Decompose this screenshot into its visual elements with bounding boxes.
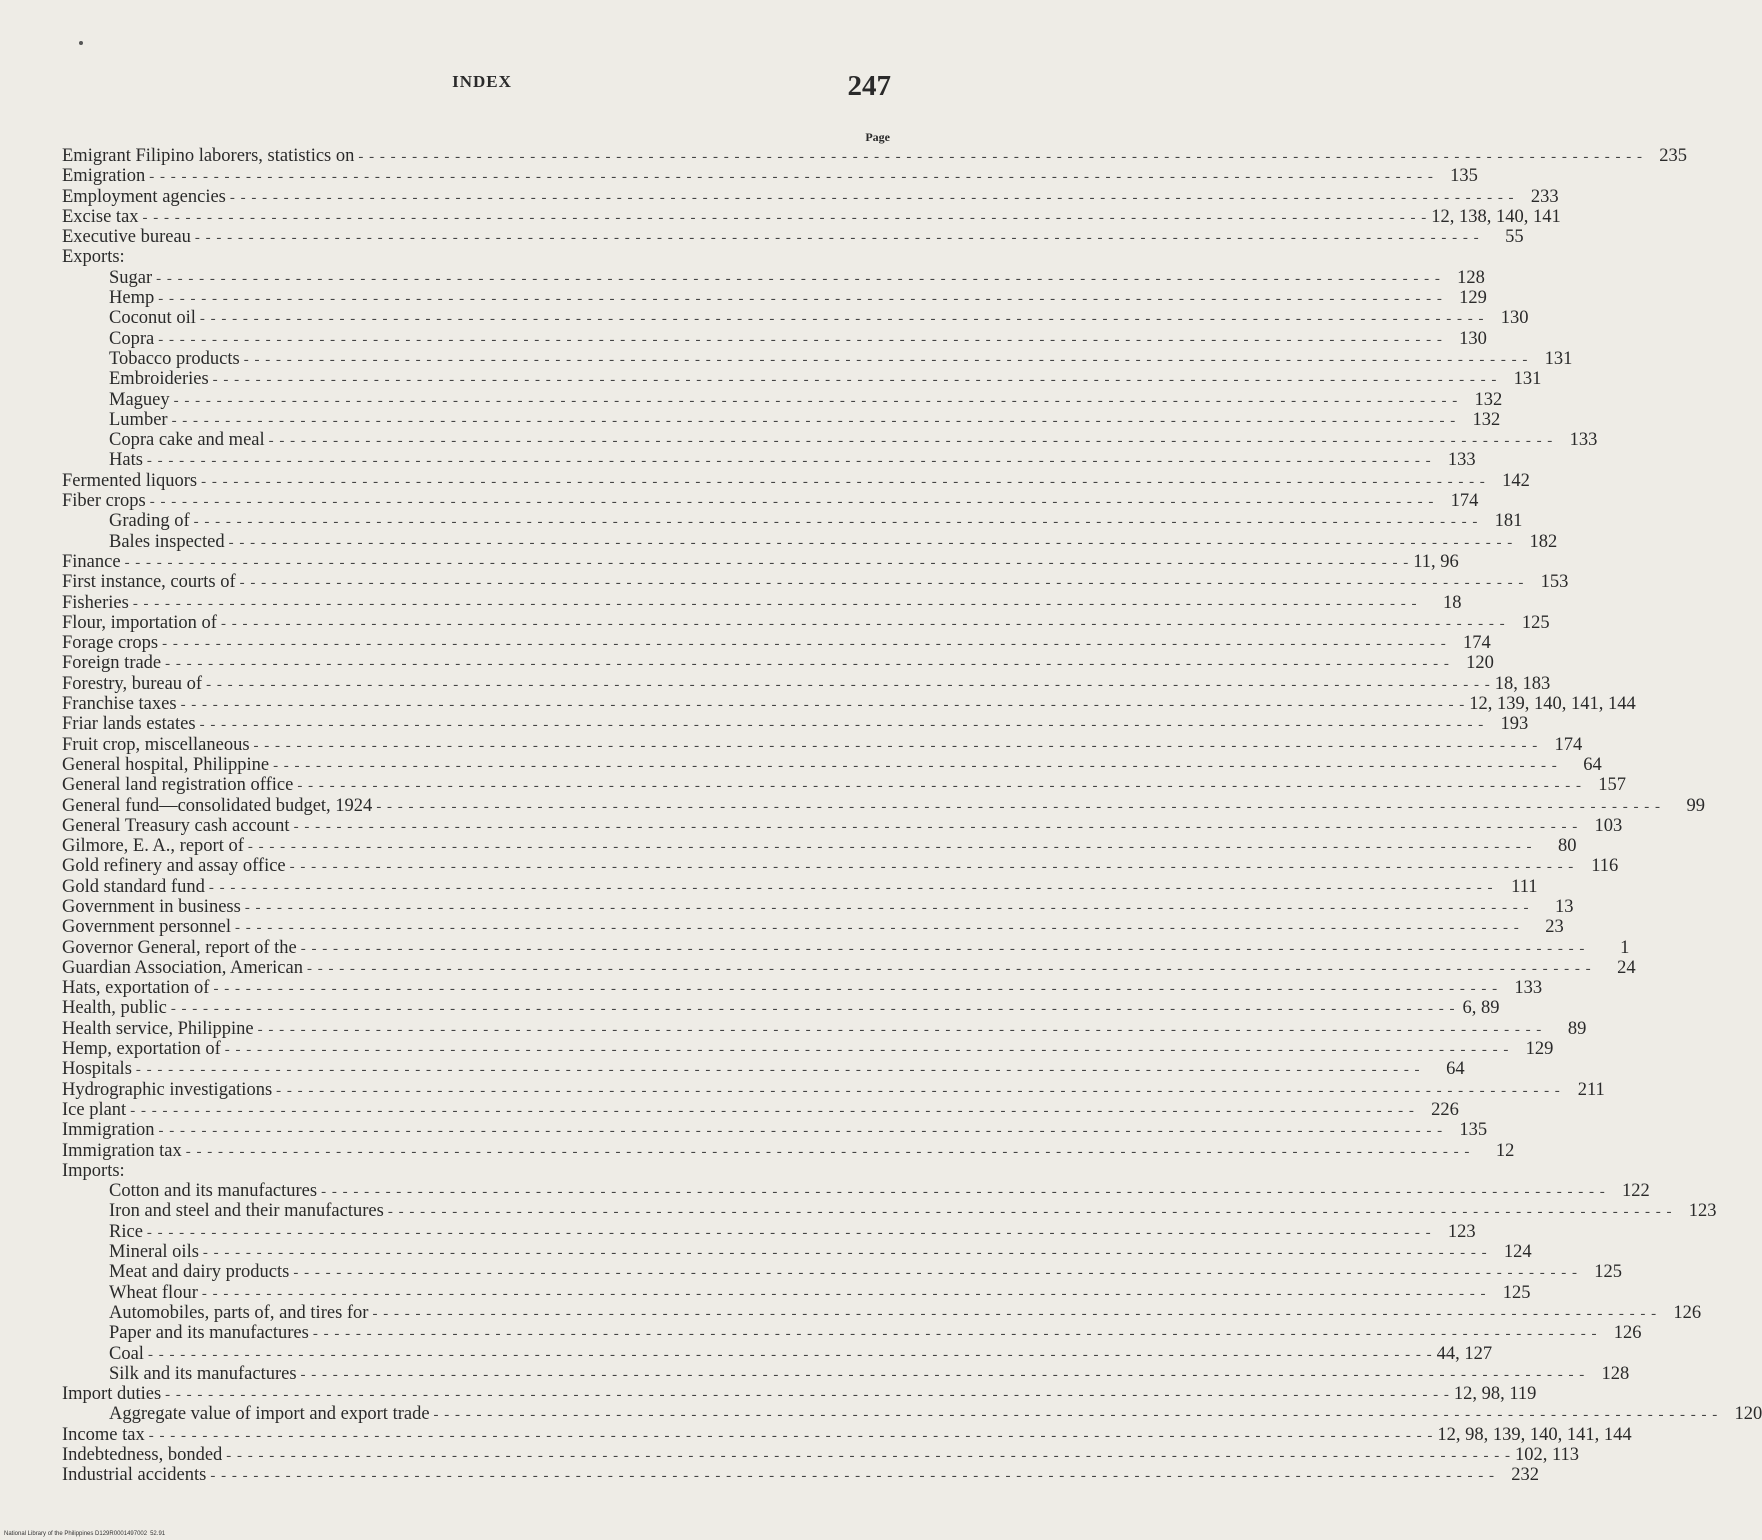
index-pages: 157 — [1598, 775, 1626, 796]
index-entry — [62, 1262, 1622, 1283]
index-pages: 174 — [1450, 491, 1479, 512]
index-pages: 99 — [1686, 795, 1705, 816]
index-term: Coal — [109, 1343, 144, 1364]
dot-leader: - - - - - - - - - - - - - - - - - - - - - - - - - - - - - - - - - - - - - - - - - - - - - - - - - - - - - - - - - - - - - - - - - - - - - - - - - - - - - - - - - - - - - - - - - - - - - - - - - - - - - - - - - - - - - - - - - - - - - - - - — [433, 1407, 1719, 1424]
dot-leader: - - - - - - - - - - - - - - - - - - - - - - - - - - - - - - - - - - - - - - - - - - - - - - - - - - - - - - - - - - - - - - - - - - - - - - - - - - - - - - - - - - - - - - - - - - - - - - - - - - - - - - - - - - - - - - - - - - - - - - - - — [149, 169, 1434, 186]
index-entry — [62, 1424, 1632, 1445]
dot-leader: - - - - - - - - - - - - - - - - - - - - - - - - - - - - - - - - - - - - - - - - - - - - - - - - - - - - - - - - - - - - - - - - - - - - - - - - - - - - - - - - - - - - - - - - - - - - - - - - - - - - - - - - - - - - - - - - - - - - - - - - — [208, 879, 1494, 896]
index-term: Rice — [109, 1221, 143, 1242]
index-pages: 12 — [1495, 1140, 1515, 1161]
dot-leader: - - - - - - - - - - - - - - - - - - - - - - - - - - - - - - - - - - - - - - - - - - - - - - - - - - - - - - - - - - - - - - - - - - - - - - - - - - - - - - - - - - - - - - - - - - - - - - - - - - - - - - - - - - - - - - - - - - - - - - - - — [173, 392, 1459, 409]
index-entry — [62, 1099, 1459, 1120]
index-term: Grading of — [109, 511, 190, 532]
page-column-head: Page — [865, 130, 890, 144]
index-term: Automobiles, parts of, and tires for — [109, 1302, 369, 1323]
index-pages: 174 — [1463, 633, 1491, 654]
index-entry — [62, 430, 1598, 451]
index-term: Immigration tax — [62, 1140, 182, 1161]
dot-leader: - - - - - - - - - - - - - - - - - - - - - - - - - - - - - - - - - - - - - - - - - - - - - - - - - - - - - - - - - - - - - - - - - - - - - - - - - - - - - - - - - - - - - - - - - - - - - - - - - - - - - - - - - - - - - - - - - - - - - - - - — [293, 818, 1579, 835]
dot-leader: - - - - - - - - - - - - - - - - - - - - - - - - - - - - - - - - - - - - - - - - - - - - - - - - - - - - - - - - - - - - - - - - - - - - - - - - - - - - - - - - - - - - - - - - - - - - - - - - - - - - - - - - - - - - - - - - - - - - - - - - — [146, 1224, 1432, 1241]
index-entry — [62, 1059, 1465, 1080]
index-entry — [62, 1140, 1515, 1161]
index-entry — [62, 348, 1573, 369]
index-pages: 129 — [1459, 288, 1487, 309]
index-pages: 12, 138, 140, 141 — [1431, 206, 1561, 227]
index-pages: 120 — [1734, 1404, 1762, 1425]
index-pages: 174 — [1554, 734, 1583, 755]
index-term: Governor General, report of the — [62, 937, 297, 958]
index-term: Fiber crops — [62, 491, 146, 512]
index-entry — [62, 815, 1623, 836]
index-entry — [62, 1201, 1717, 1222]
index-entry — [62, 206, 1561, 227]
index-pages: 128 — [1457, 267, 1485, 288]
index-entry — [62, 470, 1530, 491]
index-entry — [62, 491, 1479, 512]
dot-leader: - - - - - - - - - - - - - - - - - - - - - - - - - - - - - - - - - - - - - - - - - - - - - - - - - - - - - - - - - - - - - - - - - - - - - - - - - - - - - - - - - - - - - - - - - - - - - - - - - - - - - - - - - - - - - - - - - - - - - - - - — [268, 433, 1554, 450]
index-term: Friar lands estates — [62, 714, 196, 735]
dot-leader: - - - - - - - - - - - - - - - - - - - - - - - - - - - - - - - - - - - - - - - - - - - - - - - - - - - - - - - - - - - - - - - - - - - - - - - - - - - - - - - - - - - - - - - - - - - - - - - - - - - - - - - - - - - - - - - - - - - - - - - - — [149, 494, 1435, 511]
index-entry — [62, 1323, 1642, 1344]
index-pages: 142 — [1502, 470, 1530, 491]
index-pages: 135 — [1450, 166, 1478, 187]
index-pages: 12, 98, 119 — [1453, 1384, 1537, 1405]
index-entry — [62, 957, 1636, 978]
index-term: Finance — [62, 551, 121, 572]
dot-leader: - - - - - - - - - - - - - - - - - - - - - - - - - - - - - - - - - - - - - - - - - - - - - - - - - - - - - - - - - - - - - - - - - - - - - - - - - - - - - - - - - - - - - - - - - - - - - - - - - - - - - - - - - - - - - - - - - - - - - - - - — [224, 1042, 1510, 1059]
index-entry — [62, 896, 1574, 917]
index-entry — [62, 288, 1487, 309]
dot-leader: - - - - - - - - - - - - - - - - - - - - - - - - - - - - - - - - - - - - - - - - - - - - - - - - - - - - - - - - - - - - - - - - - - - - - - - - - - - - - - - - - - - - - - - - - - - - - - - - - - - - - - - - - - - - - - - - - - - - - - - - — [162, 636, 1447, 653]
index-pages: 123 — [1688, 1201, 1717, 1222]
index-pages: 130 — [1459, 328, 1487, 349]
index-pages: 125 — [1502, 1282, 1531, 1303]
dot-leader: - - - - - - - - - - - - - - - - - - - - - - - - - - - - - - - - - - - - - - - - - - - - - - - - - - - - - - - - - - - - - - - - - - - - - - - - - - - - - - - - - - - - - - - - - - - - - - - - - - - - - - - - - - - - - - - - - - - - - - - - — [376, 798, 1661, 815]
index-term: Maguey — [109, 389, 170, 410]
index-term: Hemp, exportation of — [62, 1039, 221, 1060]
index-entry — [62, 1384, 1537, 1405]
index-entry — [62, 1181, 1650, 1202]
index-pages: 12, 98, 139, 140, 141, 144 — [1437, 1424, 1632, 1445]
index-entry — [62, 1079, 1605, 1100]
index-term: Lumber — [109, 409, 168, 430]
index-term: Meat and dairy products — [109, 1262, 290, 1283]
index-pages: 24 — [1617, 957, 1636, 978]
index-term: Mineral oils — [109, 1242, 199, 1263]
dot-leader: - - - - - - - - - - - - - - - - - - - - - - - - - - - - - - - - - - - - - - - - - - - - - - - - - - - - - - - - - - - - - - - - - - - - - - - - - - - - - - - - - - - - - - - - - - - - - - - - - - - - - - - - - - - - - - - - - - - - - - - - — [387, 1204, 1673, 1221]
index-pages: 226 — [1431, 1099, 1459, 1120]
index-entry — [62, 450, 1476, 471]
index-pages: 126 — [1673, 1302, 1702, 1323]
dot-leader: - - - - - - - - - - - - - - - - - - - - - - - - - - - - - - - - - - - - - - - - - - - - - - - - - - - - - - - - - - - - - - - - - - - - - - - - - - - - - - - - - - - - - - - - - - - - - - - - - - - - - - - - - - - - - - - - - - - - - - - - — [171, 412, 1457, 429]
dot-leader: - - - - - - - - - - - - - - - - - - - - - - - - - - - - - - - - - - - - - - - - - - - - - - - - - - - - - - - - - - - - - - - - - - - - - - - - - - - - - - - - - - - - - - - - - - - - - - - - - - - - - - - - - - - - - - - - - - - - - - - - — [210, 1468, 1496, 1485]
index-term: Copra cake and meal — [109, 430, 265, 451]
index-pages: 181 — [1494, 511, 1523, 532]
index-term: Copra — [109, 328, 155, 349]
index-entry — [62, 1221, 1476, 1242]
dot-leader: - - - - - - - - - - - - - - - - - - - - - - - - - - - - - - - - - - - - - - - - - - - - - - - - - - - - - - - - - - - - - - - - - - - - - - - - - - - - - - - - - - - - - - - - - - - - - - - - - - - - - - - - - - - - - - - - - - - - - - - - — [130, 1102, 1415, 1119]
index-entry — [62, 937, 1630, 958]
index-term: Ice plant — [62, 1099, 127, 1120]
index-pages: 18 — [1442, 592, 1462, 613]
index-pages: 6, 89 — [1462, 998, 1500, 1019]
index-pages: 130 — [1500, 308, 1529, 329]
index-pages: 13 — [1554, 896, 1574, 917]
index-pages: 18, 183 — [1494, 673, 1551, 694]
dot-leader: - - - - - - - - - - - - - - - - - - - - - - - - - - - - - - - - - - - - - - - - - - - - - - - - - - - - - - - - - - - - - - - - - - - - - - - - - - - - - - - - - - - - - - - - - - - - - - - - - - - - - - - - - - - - - - - - - - - - - - - - — [293, 1265, 1578, 1282]
index-entry — [62, 247, 892, 267]
index-term: Fisheries — [62, 592, 129, 613]
index-entry — [62, 1363, 1630, 1384]
index-term: Bales inspected — [109, 531, 225, 552]
dot-leader: - - - - - - - - - - - - - - - - - - - - - - - - - - - - - - - - - - - - - - - - - - - - - - - - - - - - - - - - - - - - - - - - - - - - - - - - - - - - - - - - - - - - - - - - - - - - - - - - - - - - - - - - - - - - - - - - - - - - - - - - — [147, 1346, 1433, 1363]
index-term: Forestry, bureau of — [62, 673, 203, 694]
index-pages: 124 — [1503, 1242, 1532, 1263]
index-entry — [62, 227, 1524, 248]
index-entry — [62, 1445, 1580, 1465]
index-term: Fermented liquors — [62, 470, 198, 491]
index-term: Guardian Association, American — [62, 957, 303, 978]
index-term: Health, public — [62, 998, 167, 1019]
dot-leader: - - - - - - - - - - - - - - - - - - - - - - - - - - - - - - - - - - - - - - - - - - - - - - - - - - - - - - - - - - - - - - - - - - - - - - - - - - - - - - - - - - - - - - - - - - - - - - - - - - - - - - - - - - - - - - - - - - - - - - - - — [312, 1326, 1598, 1343]
index-entry — [62, 998, 1500, 1019]
index-term: Excise tax — [62, 206, 139, 227]
index-entry — [62, 1161, 892, 1181]
dot-leader: - - - - - - - - - - - - - - - - - - - - - - - - - - - - - - - - - - - - - - - - - - - - - - - - - - - - - - - - - - - - - - - - - - - - - - - - - - - - - - - - - - - - - - - - - - - - - - - - - - - - - - - - - - - - - - - - - - - - - - - - — [185, 1143, 1471, 1160]
dot-leader: - - - - - - - - - - - - - - - - - - - - - - - - - - - - - - - - - - - - - - - - - - - - - - - - - - - - - - - - - - - - - - - - - - - - - - - - - - - - - - - - - - - - - - - - - - - - - - - - - - - - - - - - - - - - - - - - - - - - - - - - — [257, 1021, 1543, 1038]
index-pages: 123 — [1447, 1221, 1476, 1242]
dot-leader: - - - - - - - - - - - - - - - - - - - - - - - - - - - - - - - - - - - - - - - - - - - - - - - - - - - - - - - - - - - - - - - - - - - - - - - - - - - - - - - - - - - - - - - - - - - - - - - - - - - - - - - - - - - - - - - - - - - - - - - - — [193, 514, 1479, 531]
index-pages: 111 — [1511, 876, 1538, 897]
index-pages: 135 — [1459, 1120, 1488, 1141]
index-entry — [62, 917, 1564, 938]
index-entry — [62, 308, 1529, 329]
index-term: First instance, courts of — [62, 572, 236, 593]
dot-leader: - - - - - - - - - - - - - - - - - - - - - - - - - - - - - - - - - - - - - - - - - - - - - - - - - - - - - - - - - - - - - - - - - - - - - - - - - - - - - - - - - - - - - - - - - - - - - - - - - - - - - - - - - - - - - - - - - - - - - - - - — [148, 1427, 1434, 1444]
dot-leader: - - - - - - - - - - - - - - - - - - - - - - - - - - - - - - - - - - - - - - - - - - - - - - - - - - - - - - - - - - - - - - - - - - - - - - - - - - - - - - - - - - - - - - - - - - - - - - - - - - - - - - - - - - - - - - - - - - - - - - - - — [276, 1082, 1561, 1099]
index-entry — [62, 1242, 1532, 1263]
dot-leader: - - - - - - - - - - - - - - - - - - - - - - - - - - - - - - - - - - - - - - - - - - - - - - - - - - - - - - - - - - - - - - - - - - - - - - - - - - - - - - - - - - - - - - - - - - - - - - - - - - - - - - - - - - - - - - - - - - - - - - - - — [135, 1062, 1421, 1079]
index-entry — [62, 186, 1559, 207]
index-term: Imports: — [62, 1160, 125, 1181]
index-pages: 193 — [1500, 714, 1529, 735]
index-term: Iron and steel and their manufactures — [109, 1201, 384, 1222]
index-term: Gold standard fund — [62, 876, 205, 897]
dot-leader: - - - - - - - - - - - - - - - - - - - - - - - - - - - - - - - - - - - - - - - - - - - - - - - - - - - - - - - - - - - - - - - - - - - - - - - - - - - - - - - - - - - - - - - - - - - - - - - - - - - - - - - - - - - - - - - - - - - - - - - - — [372, 1305, 1658, 1322]
index-term: Hydrographic investigations — [62, 1079, 273, 1100]
index-pages: 103 — [1594, 815, 1623, 836]
index-entry — [62, 694, 1636, 715]
index-entry — [62, 511, 1523, 532]
index-term: Indebtedness, bonded — [62, 1445, 223, 1465]
dot-leader: - - - - - - - - - - - - - - - - - - - - - - - - - - - - - - - - - - - - - - - - - - - - - - - - - - - - - - - - - - - - - - - - - - - - - - - - - - - - - - - - - - - - - - - - - - - - - - - - - - - - - - - - - - - - - - - - - - - - - - - - — [235, 920, 1520, 937]
index-pages: 235 — [1659, 146, 1688, 166]
index-entry — [62, 795, 1705, 816]
index-entry — [62, 1120, 1488, 1141]
index-term: Emigrant Filipino laborers, statistics on — [62, 146, 355, 166]
index-pages: 55 — [1505, 227, 1524, 248]
dot-leader: - - - - - - - - - - - - - - - - - - - - - - - - - - - - - - - - - - - - - - - - - - - - - - - - - - - - - - - - - - - - - - - - - - - - - - - - - - - - - - - - - - - - - - - - - - - - - - - - - - - - - - - - - - - - - - - - - - - - - - - - — [247, 839, 1533, 856]
index-term: Gold refinery and assay office — [62, 856, 286, 877]
index-list — [62, 146, 1762, 1486]
index-term: Silk and its manufactures — [109, 1363, 297, 1384]
index-term: Coconut oil — [109, 308, 196, 329]
index-entry — [62, 714, 1529, 735]
dot-leader: - - - - - - - - - - - - - - - - - - - - - - - - - - - - - - - - - - - - - - - - - - - - - - - - - - - - - - - - - - - - - - - - - - - - - - - - - - - - - - - - - - - - - - - - - - - - - - - - - - - - - - - - - - - - - - - - - - - - - - - - — [306, 960, 1592, 977]
dot-leader: - - - - - - - - - - - - - - - - - - - - - - - - - - - - - - - - - - - - - - - - - - - - - - - - - - - - - - - - - - - - - - - - - - - - - - - - - - - - - - - - - - - - - - - - - - - - - - - - - - - - - - - - - - - - - - - - - - - - - - - - — [201, 1285, 1487, 1302]
dot-leader: - - - - - - - - - - - - - - - - - - - - - - - - - - - - - - - - - - - - - - - - - - - - - - - - - - - - - - - - - - - - - - - - - - - - - - - - - - - - - - - - - - - - - - - - - - - - - - - - - - - - - - - - - - - - - - - - - - - - - - - - — [170, 1001, 1456, 1018]
dot-leader: - - - - - - - - - - - - - - - - - - - - - - - - - - - - - - - - - - - - - - - - - - - - - - - - - - - - - - - - - - - - - - - - - - - - - - - - - - - - - - - - - - - - - - - - - - - - - - - - - - - - - - - - - - - - - - - - - - - - - - - - — [300, 940, 1586, 957]
index-entry — [62, 1465, 1540, 1486]
index-term: Cotton and its manufactures — [109, 1181, 318, 1202]
index-term: Tobacco products — [109, 348, 240, 369]
index-entry — [62, 673, 1551, 694]
index-entry — [62, 166, 1478, 187]
dot-leader: - - - - - - - - - - - - - - - - - - - - - - - - - - - - - - - - - - - - - - - - - - - - - - - - - - - - - - - - - - - - - - - - - - - - - - - - - - - - - - - - - - - - - - - - - - - - - - - - - - - - - - - - - - - - - - - - - - - - - - - - — [165, 656, 1450, 673]
dot-leader: - - - - - - - - - - - - - - - - - - - - - - - - - - - - - - - - - - - - - - - - - - - - - - - - - - - - - - - - - - - - - - - - - - - - - - - - - - - - - - - - - - - - - - - - - - - - - - - - - - - - - - - - - - - - - - - - - - - - - - - - — [202, 1245, 1488, 1262]
ink-speck — [79, 41, 83, 45]
index-term: Gilmore, E. A., report of — [62, 836, 244, 857]
index-term: General Treasury cash account — [62, 815, 290, 836]
index-pages: 80 — [1558, 836, 1577, 857]
index-entry — [62, 836, 1577, 857]
index-term: Emigration — [62, 166, 146, 187]
index-pages: 120 — [1466, 653, 1494, 674]
dot-leader: - - - - - - - - - - - - - - - - - - - - - - - - - - - - - - - - - - - - - - - - - - - - - - - - - - - - - - - - - - - - - - - - - - - - - - - - - - - - - - - - - - - - - - - - - - - - - - - - - - - - - - - - - - - - - - - - - - - - - - - - — [243, 351, 1529, 368]
dot-leader: - - - - - - - - - - - - - - - - - - - - - - - - - - - - - - - - - - - - - - - - - - - - - - - - - - - - - - - - - - - - - - - - - - - - - - - - - - - - - - - - - - - - - - - - - - - - - - - - - - - - - - - - - - - - - - - - - - - - - - - - — [220, 615, 1506, 632]
index-term: Hemp — [109, 288, 155, 309]
dot-leader: - - - - - - - - - - - - - - - - - - - - - - - - - - - - - - - - - - - - - - - - - - - - - - - - - - - - - - - - - - - - - - - - - - - - - - - - - - - - - - - - - - - - - - - - - - - - - - - - - - - - - - - - - - - - - - - - - - - - - - - - — [124, 554, 1410, 571]
index-term: Aggregate value of import and export trade — [109, 1404, 430, 1425]
index-entry — [62, 653, 1494, 674]
index-entry — [62, 267, 1485, 288]
index-pages: 126 — [1613, 1323, 1642, 1344]
index-term: Health service, Philippine — [62, 1018, 254, 1039]
index-entry — [62, 754, 1602, 775]
dot-leader: - - - - - - - - - - - - - - - - - - - - - - - - - - - - - - - - - - - - - - - - - - - - - - - - - - - - - - - - - - - - - - - - - - - - - - - - - - - - - - - - - - - - - - - - - - - - - - - - - - - - - - - - - - - - - - - - - - - - - - - - — [239, 575, 1525, 592]
dot-leader: - - - - - - - - - - - - - - - - - - - - - - - - - - - - - - - - - - - - - - - - - - - - - - - - - - - - - - - - - - - - - - - - - - - - - - - - - - - - - - - - - - - - - - - - - - - - - - - - - - - - - - - - - - - - - - - - - - - - - - - - — [142, 209, 1428, 226]
index-term: Employment agencies — [62, 186, 226, 207]
index-pages: 116 — [1591, 856, 1619, 877]
index-entry — [62, 572, 1569, 593]
index-term: Exports: — [62, 247, 125, 268]
dot-leader: - - - - - - - - - - - - - - - - - - - - - - - - - - - - - - - - - - - - - - - - - - - - - - - - - - - - - - - - - - - - - - - - - - - - - - - - - - - - - - - - - - - - - - - - - - - - - - - - - - - - - - - - - - - - - - - - - - - - - - - - — [244, 899, 1530, 916]
index-pages: 153 — [1540, 572, 1569, 593]
index-pages: 131 — [1544, 348, 1573, 369]
index-pages: 44, 127 — [1436, 1343, 1493, 1364]
index-pages: 122 — [1622, 1181, 1650, 1202]
index-pages: 233 — [1530, 186, 1559, 207]
index-entry — [62, 1343, 1493, 1364]
index-pages: 182 — [1529, 531, 1558, 552]
index-term: Industrial accidents — [62, 1465, 207, 1486]
index-entry — [62, 409, 1501, 430]
index-entry — [62, 531, 1558, 552]
index-entry — [62, 734, 1583, 755]
index-entry — [62, 978, 1543, 999]
index-entry — [62, 1404, 1762, 1425]
index-pages: 11, 96 — [1413, 551, 1459, 572]
index-term: Income tax — [62, 1424, 145, 1445]
dot-leader: - - - - - - - - - - - - - - - - - - - - - - - - - - - - - - - - - - - - - - - - - - - - - - - - - - - - - - - - - - - - - - - - - - - - - - - - - - - - - - - - - - - - - - - - - - - - - - - - - - - - - - - - - - - - - - - - - - - - - - - - — [165, 1387, 1450, 1404]
index-term: Foreign trade — [62, 653, 162, 674]
index-entry — [62, 856, 1619, 877]
index-pages: 133 — [1514, 978, 1543, 999]
dot-leader: - - - - - - - - - - - - - - - - - - - - - - - - - - - - - - - - - - - - - - - - - - - - - - - - - - - - - - - - - - - - - - - - - - - - - - - - - - - - - - - - - - - - - - - - - - - - - - - - - - - - - - - - - - - - - - - - - - - - - - - - — [158, 331, 1443, 348]
dot-leader: - - - - - - - - - - - - - - - - - - - - - - - - - - - - - - - - - - - - - - - - - - - - - - - - - - - - - - - - - - - - - - - - - - - - - - - - - - - - - - - - - - - - - - - - - - - - - - - - - - - - - - - - - - - - - - - - - - - - - - - - — [206, 676, 1491, 693]
index-entry — [62, 328, 1487, 349]
index-term: Flour, importation of — [62, 612, 217, 633]
dot-leader: - - - - - - - - - - - - - - - - - - - - - - - - - - - - - - - - - - - - - - - - - - - - - - - - - - - - - - - - - - - - - - - - - - - - - - - - - - - - - - - - - - - - - - - - - - - - - - - - - - - - - - - - - - - - - - - - - - - - - - - - — [180, 697, 1466, 714]
index-term: Hats — [109, 450, 143, 471]
index-entry — [62, 633, 1491, 654]
index-term: Fruit crop, miscellaneous — [62, 734, 250, 755]
index-pages: 128 — [1601, 1363, 1630, 1384]
dot-leader: - - - - - - - - - - - - - - - - - - - - - - - - - - - - - - - - - - - - - - - - - - - - - - - - - - - - - - - - - - - - - - - - - - - - - - - - - - - - - - - - - - - - - - - - - - - - - - - - - - - - - - - - - - - - - - - - - - - - - - - - — [289, 859, 1575, 876]
dot-leader: - - - - - - - - - - - - - - - - - - - - - - - - - - - - - - - - - - - - - - - - - - - - - - - - - - - - - - - - - - - - - - - - - - - - - - - - - - - - - - - - - - - - - - - - - - - - - - - - - - - - - - - - - - - - - - - - - - - - - - - - — [212, 372, 1498, 389]
dot-leader: - - - - - - - - - - - - - - - - - - - - - - - - - - - - - - - - - - - - - - - - - - - - - - - - - - - - - - - - - - - - - - - - - - - - - - - - - - - - - - - - - - - - - - - - - - - - - - - - - - - - - - - - - - - - - - - - - - - - - - - - — [300, 1366, 1586, 1383]
index-term: Executive bureau — [62, 227, 191, 248]
index-term: General fund—consolidated budget, 1924 — [62, 795, 373, 816]
index-term: Import duties — [62, 1384, 162, 1405]
index-entry — [62, 1018, 1587, 1039]
index-term: General hospital, Philippine — [62, 754, 270, 775]
index-pages: 125 — [1521, 612, 1550, 633]
index-term: General land registration office — [62, 775, 294, 796]
index-pages: 125 — [1594, 1262, 1622, 1283]
index-entry — [62, 551, 1459, 572]
index-term: Government in business — [62, 896, 241, 917]
index-pages: 129 — [1525, 1039, 1554, 1060]
dot-leader: - - - - - - - - - - - - - - - - - - - - - - - - - - - - - - - - - - - - - - - - - - - - - - - - - - - - - - - - - - - - - - - - - - - - - - - - - - - - - - - - - - - - - - - - - - - - - - - - - - - - - - - - - - - - - - - - - - - - - - - - — [146, 453, 1432, 470]
scan-credit: National Library of the Philippines D129R0001497002 52.91 — [4, 1531, 166, 1537]
dot-leader: - - - - - - - - - - - - - - - - - - - - - - - - - - - - - - - - - - - - - - - - - - - - - - - - - - - - - - - - - - - - - - - - - - - - - - - - - - - - - - - - - - - - - - - - - - - - - - - - - - - - - - - - - - - - - - - - - - - - - - - - — [273, 757, 1558, 774]
page-number: 247 — [847, 70, 891, 102]
dot-leader: - - - - - - - - - - - - - - - - - - - - - - - - - - - - - - - - - - - - - - - - - - - - - - - - - - - - - - - - - - - - - - - - - - - - - - - - - - - - - - - - - - - - - - - - - - - - - - - - - - - - - - - - - - - - - - - - - - - - - - - - — [199, 717, 1485, 734]
dot-leader: - - - - - - - - - - - - - - - - - - - - - - - - - - - - - - - - - - - - - - - - - - - - - - - - - - - - - - - - - - - - - - - - - - - - - - - - - - - - - - - - - - - - - - - - - - - - - - - - - - - - - - - - - - - - - - - - - - - - - - - - — [321, 1184, 1606, 1201]
dot-leader: - - - - - - - - - - - - - - - - - - - - - - - - - - - - - - - - - - - - - - - - - - - - - - - - - - - - - - - - - - - - - - - - - - - - - - - - - - - - - - - - - - - - - - - - - - - - - - - - - - - - - - - - - - - - - - - - - - - - - - - - — [358, 149, 1644, 165]
index-term: Embroideries — [109, 369, 209, 390]
dot-leader: - - - - - - - - - - - - - - - - - - - - - - - - - - - - - - - - - - - - - - - - - - - - - - - - - - - - - - - - - - - - - - - - - - - - - - - - - - - - - - - - - - - - - - - - - - - - - - - - - - - - - - - - - - - - - - - - - - - - - - - - — [194, 230, 1480, 247]
dot-leader: - - - - - - - - - - - - - - - - - - - - - - - - - - - - - - - - - - - - - - - - - - - - - - - - - - - - - - - - - - - - - - - - - - - - - - - - - - - - - - - - - - - - - - - - - - - - - - - - - - - - - - - - - - - - - - - - - - - - - - - - — [297, 778, 1582, 795]
dot-leader: - - - - - - - - - - - - - - - - - - - - - - - - - - - - - - - - - - - - - - - - - - - - - - - - - - - - - - - - - - - - - - - - - - - - - - - - - - - - - - - - - - - - - - - - - - - - - - - - - - - - - - - - - - - - - - - - - - - - - - - - — [213, 981, 1499, 998]
index-entry — [62, 592, 1462, 613]
index-pages: 133 — [1447, 450, 1476, 471]
dot-leader: - - - - - - - - - - - - - - - - - - - - - - - - - - - - - - - - - - - - - - - - - - - - - - - - - - - - - - - - - - - - - - - - - - - - - - - - - - - - - - - - - - - - - - - - - - - - - - - - - - - - - - - - - - - - - - - - - - - - - - - - — [158, 291, 1443, 308]
dot-leader: - - - - - - - - - - - - - - - - - - - - - - - - - - - - - - - - - - - - - - - - - - - - - - - - - - - - - - - - - - - - - - - - - - - - - - - - - - - - - - - - - - - - - - - - - - - - - - - - - - - - - - - - - - - - - - - - - - - - - - - - — [228, 534, 1514, 551]
index-entry — [62, 146, 1688, 166]
index-term: Paper and its manufactures — [109, 1323, 309, 1344]
index-pages: 12, 139, 140, 141, 144 — [1469, 694, 1636, 715]
dot-leader: - - - - - - - - - - - - - - - - - - - - - - - - - - - - - - - - - - - - - - - - - - - - - - - - - - - - - - - - - - - - - - - - - - - - - - - - - - - - - - - - - - - - - - - - - - - - - - - - - - - - - - - - - - - - - - - - - - - - - - - - — [201, 473, 1486, 490]
index-term: Sugar — [109, 267, 153, 288]
index-term: Hats, exportation of — [62, 978, 210, 999]
index-entry — [62, 1282, 1531, 1303]
index-entry — [62, 1039, 1554, 1060]
dot-leader: - - - - - - - - - - - - - - - - - - - - - - - - - - - - - - - - - - - - - - - - - - - - - - - - - - - - - - - - - - - - - - - - - - - - - - - - - - - - - - - - - - - - - - - - - - - - - - - - - - - - - - - - - - - - - - - - - - - - - - - - — [226, 1448, 1511, 1464]
index-term: Franchise taxes — [62, 694, 177, 715]
running-head: INDEX — [452, 72, 512, 91]
index-term: Hospitals — [62, 1059, 132, 1080]
index-term: Immigration — [62, 1120, 155, 1141]
index-pages: 132 — [1472, 409, 1501, 430]
index-entry — [62, 876, 1538, 897]
index-entry — [62, 389, 1503, 410]
index-term: Government personnel — [62, 917, 232, 938]
index-entry — [62, 369, 1542, 390]
index-pages: 211 — [1577, 1079, 1605, 1100]
index-pages: 131 — [1513, 369, 1542, 390]
index-pages: 1 — [1620, 937, 1630, 958]
index-entry — [62, 1302, 1702, 1323]
dot-leader: - - - - - - - - - - - - - - - - - - - - - - - - - - - - - - - - - - - - - - - - - - - - - - - - - - - - - - - - - - - - - - - - - - - - - - - - - - - - - - - - - - - - - - - - - - - - - - - - - - - - - - - - - - - - - - - - - - - - - - - - — [253, 737, 1539, 754]
dot-leader: - - - - - - - - - - - - - - - - - - - - - - - - - - - - - - - - - - - - - - - - - - - - - - - - - - - - - - - - - - - - - - - - - - - - - - - - - - - - - - - - - - - - - - - - - - - - - - - - - - - - - - - - - - - - - - - - - - - - - - - - — [199, 311, 1485, 328]
dot-leader: - - - - - - - - - - - - - - - - - - - - - - - - - - - - - - - - - - - - - - - - - - - - - - - - - - - - - - - - - - - - - - - - - - - - - - - - - - - - - - - - - - - - - - - - - - - - - - - - - - - - - - - - - - - - - - - - - - - - - - - - — [132, 595, 1418, 612]
index-entry — [62, 775, 1626, 796]
index-entry — [62, 612, 1550, 633]
index-pages: 64 — [1583, 754, 1602, 775]
index-pages: 23 — [1545, 917, 1564, 938]
index-pages: 64 — [1446, 1059, 1465, 1080]
index-term: Wheat flour — [109, 1282, 198, 1303]
dot-leader: - - - - - - - - - - - - - - - - - - - - - - - - - - - - - - - - - - - - - - - - - - - - - - - - - - - - - - - - - - - - - - - - - - - - - - - - - - - - - - - - - - - - - - - - - - - - - - - - - - - - - - - - - - - - - - - - - - - - - - - - — [158, 1123, 1444, 1140]
index-term: Forage crops — [62, 633, 159, 654]
index-pages: 133 — [1569, 430, 1598, 451]
index-pages: 232 — [1511, 1465, 1540, 1486]
index-pages: 102, 113 — [1514, 1445, 1580, 1465]
dot-leader: - - - - - - - - - - - - - - - - - - - - - - - - - - - - - - - - - - - - - - - - - - - - - - - - - - - - - - - - - - - - - - - - - - - - - - - - - - - - - - - - - - - - - - - - - - - - - - - - - - - - - - - - - - - - - - - - - - - - - - - - — [229, 189, 1515, 206]
index-pages: 89 — [1567, 1018, 1587, 1039]
index-pages: 132 — [1474, 389, 1503, 410]
dot-leader: - - - - - - - - - - - - - - - - - - - - - - - - - - - - - - - - - - - - - - - - - - - - - - - - - - - - - - - - - - - - - - - - - - - - - - - - - - - - - - - - - - - - - - - - - - - - - - - - - - - - - - - - - - - - - - - - - - - - - - - - — [156, 270, 1441, 287]
